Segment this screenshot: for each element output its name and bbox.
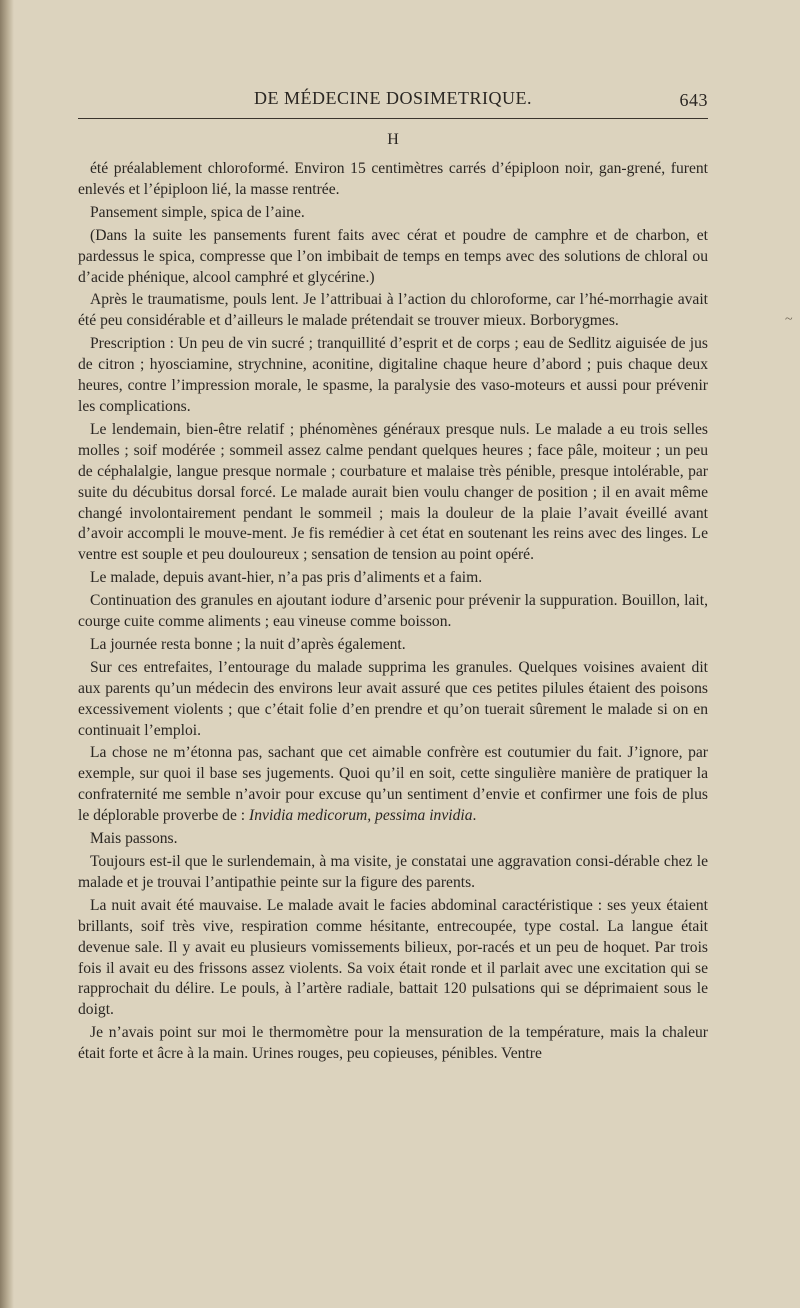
- paragraph-proverb: [78, 743, 708, 827]
- paragraph: Le malade, depuis avant-hier, n’a pas pris d’aliments et a faim.: [90, 569, 483, 587]
- paragraph: Sur ces entrefaites, l’entourage du malade supprima les granules. Quelques voisines avaient dit aux parents qu’un médecin des environs leur avait assuré que ces petites pilules étaient des poisons excessivement violents ; que c’était folie d’en prendre et qu’on tuerait sûrement le malade si on en continuait l’emploi.: [78, 658, 708, 739]
- paragraph: Continuation des granules en ajoutant iodure d’arsenic pour prévenir la suppuration. Bouillon, lait, courge cuite comme aliments ; eau vineuse comme boisson.: [78, 592, 708, 631]
- running-title: DE MÉDECINE DOSIMETRIQUE.: [254, 88, 532, 108]
- book-binding-shadow: [0, 0, 14, 1308]
- running-header: [78, 82, 708, 112]
- book-page: [78, 82, 708, 1067]
- paragraph: Le lendemain, bien-être relatif ; phénomènes généraux presque nuls. Le malade a eu trois selles molles ; soif modérée ; sommeil assez calme pendant quelques heures ; face pâle, moiteur ; un peu de céphalalgie, langue presque normale ; courbature et malaise très pénible, presque intolérable, par suite du décubitus dorsal forcé. Le malade aurait bien voulu changer de position ; il en avait même changé involontairement pendant le sommeil ; mais la douleur de la plaie l’avait éveillé avant d’avoir accompli le mouve-ment. Je fis remédier à cet état en soutenant les reins avec des linges. Le ventre est souple et peu douloureux ; sensation de tension au point opéré.: [78, 420, 708, 564]
- paragraph: Pansement simple, spica de l’aine.: [90, 203, 305, 221]
- margin-mark: ~: [785, 312, 793, 327]
- paragraph: La nuit avait été mauvaise. Le malade avait le facies abdominal caractéristique : ses yeux étaient brillants, soif très vive, respiration comme hésitante, entrecoupée, type costal. La langue était devenue sale. Il y avait eu plusieurs vomissements bilieux, por-racés et un peu de hoquet. Par trois fois il avait eu des frissons assez violents. Sa voix était ronde et il parlait avec une excitation qui se rapprochait du délire. Le pouls, à l’artère radiale, battait 120 pulsations qui se déprimaient sous le doigt.: [78, 896, 708, 1019]
- signature-mark: H: [387, 131, 399, 148]
- paragraph: Prescription : Un peu de vin sucré ; tranquillité d’esprit et de corps ; eau de Sedlitz aiguisée de jus de citron ; hyosciamine, strychnine, aconitine, digitaline chaque heure d’abord ; puis chaque deux heures, contre l’impression morale, le spasme, la paralysie des vaso-moteurs et aussi pour prévenir les complications.: [78, 335, 708, 415]
- latin-proverb: Invidia medicorum, pessima invidia: [249, 807, 473, 825]
- header-rule: [78, 118, 708, 119]
- paragraph: été préalablement chloroformé. Environ 15 centimètres carrés d’épiploon noir, gan-grené, furent enlevés et l’épiploon lié, la masse rentrée.: [78, 160, 708, 198]
- paragraph-text: .: [472, 807, 477, 825]
- paragraph: Après le traumatisme, pouls lent. Je l’attribuai à l’action du chloroforme, car l’hé-morrhagie avait été peu considérable et d’ailleurs le malade prétendait se trouver mieux. Borborygmes.: [78, 291, 708, 330]
- paragraph-text: La chose ne m’étonna pas, sachant que cet aimable confrère est coutumier du fait. J’ignore, par exemple, sur quoi il base ses jugements. Quoi qu’il en soit, cette singulière manière de pratiquer la confraternité me semble n’avoir pour excuse qu’un sentiment d’envie et confirmer une fois de plus le déplorable proverbe de :: [78, 744, 708, 825]
- paragraph: Je n’avais point sur moi le thermomètre pour la mensuration de la température, mais la chaleur était forte et âcre à la main. Urines rouges, peu copieuses, pénibles. Ventre: [78, 1024, 708, 1063]
- paragraph: (Dans la suite les pansements furent faits avec cérat et poudre de camphre et de charbon, et pardessus le spica, compresse que l’on imbibait de temps en temps avec des solutions de chloral ou d’acide phénique, alcool camphré et glycérine.): [78, 226, 708, 286]
- paragraph: La journée resta bonne ; la nuit d’après également.: [90, 635, 406, 653]
- page-number: 643: [679, 90, 708, 110]
- paragraph: Mais passons.: [90, 830, 178, 848]
- paragraph: Toujours est-il que le surlendemain, à ma visite, je constatai une aggravation consi-dérable chez le malade et je trouvai l’antipathie peinte sur la figure des parents.: [78, 853, 708, 891]
- body-text: [78, 159, 708, 1065]
